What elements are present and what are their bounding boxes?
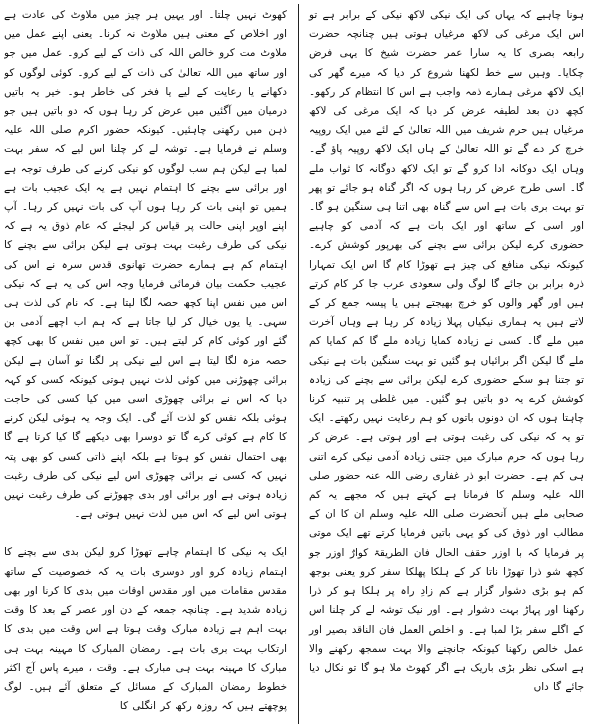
paragraph: ایک یہ نیکی کا اہتمام چاہے تھوڑا کرو لیکن بدی سے بچنے کا اہتمام زیادہ کرو اور دوسری بات یہ کہ خصوصیت کے ساتھ مقدس مقامات میں اور مقدس اوقات میں بدی کا کرنا اور بھی زیادہ شدید ہے۔ چنانچہ جمعہ کے دن اور عصر کے بعد کا وقت بہت اہم ہے زیادہ مبارک وقت ہوتا ہے اس وقت میں بدی کا ارتکاب بہت بری بات ہے۔ رمضان المبارک کا مہینہ بہت ہی مبارک کا مہینہ بہت ہی مبارک ہے۔ وقت ، میرے پاس آج اکثر خطوط رمضان المبارک کے مسائل کے متعلق آئے ہیں۔ لوگ پوچھتے ہیں کہ روزہ رکھ کر انگلی کا	[4, 546, 287, 713]
paragraph: ہونا چاہیے کہ یہاں کی ایک نیکی لاکھ نیکی کے برابر ہے تو اس ایک مرغی کی لاکھ مرغیاں ہوتی ہیں چنانچہ حضرت رابعہ بصری کا یہ سارا عمر حضرت شیخ کا یہی فرض چکایا۔ وہیں سے خط لکھنا شروع کر دیا کہ میرے گھر کی ایک لاکھ مرغی ہمارے ذمہ واجب ہے اس کا انتظام کر رکھو۔ کچھ دن بعد لطیفہ عرض کر دیا کہ ایک مرغی کی لاکھ مرغیاں ہیں حرم شریف میں اللہ تعالیٰ کے لئے میں ایک روپیہ خرچ کر دے گے تو اللہ تعالیٰ کے ہاں ایک لاکھ روپیہ پاؤ گے۔ وہاں ایک دوکانہ ادا کرو گے تو ایک لاکھ دوگانہ کا ثواب ملے گا۔ اسی طرح عرض کر رہا ہوں کہ اگر گناہ ہو جائے تو پھر تو بہت بری بات ہے اس سے گناہ بھی اتنا ہی سنگین ہو گا۔ اور اسی کے ساتھ اور ایک بات ہے کہ آدمی کو چاہیے حضوری کرے لیکن برائی سے بچنے کی بھرپور کوشش کرے۔ کیونکہ نیکی منافع کی چیز ہے تھوڑا کام گا اس ایک تمہارا ذرہ برابر بن جائے گا لوگ ولی سعودی عرب جا کر کام کرتے ہیں اور گھر والوں کو خرچ بھیجتے ہیں یا پیسہ جمع کر کے لاتے ہیں یہ ہماری نیکیاں پہلا زیادہ کر رہا ہے وہاں آخرت میں ملے گا۔ کسی نے زیادہ کمایا زیادہ ملے گا کم کمایا کم ملے گا لیکن اگر برائیاں ہو گئیں تو بہت سنگین بات ہے نیکی تو جتنا ہو سکے حضوری کرے لیکن برائی سے بچنے کی زیادہ کوشش کرے یہ دو باتیں ہو گئیں۔ میں غلطی پر تنبیہ کرنا چاہتا ہوں کہ ان دونوں باتوں کو ہم رعایت نہیں رکھتے۔ ایک تو یہ کہ نیکی کی رغبت ہوتی ہے اور ہوتی ہے۔ عرض کر رہا ہوں کہ حرم مبارک میں جتنی زیادہ آدمی نیکی کرے اتنی ہی کم ہے۔ حضرت ابو ذر غفاری رضی اللہ عنہ حضور صلی اللہ علیہ وسلم کا فرمانا ہے کہتے ہیں کہ مجھے یہ کم صحابی ملے ہیں آنحضرت صلی اللہ علیہ وسلم ان کا ان کے مطالب اور ذوق کی کو یہی باتیں فرمایا کرتے تھے ایک موتی پر فرمایا کہ با اوزر حقف الحال فان الطریقۃ کوارٌ اوزر جو کچھ شو ذرا تھوڑا ناتا کر کے ہلکا پھلکا سفر کرو یعنی بوجھ کم ہو بڑی دشوار گزار ہے کم زادِ راہ پر ہلکا ہو کر ذرا رکھنا اور پہاڑ بہت دشوار ہے۔ اور نیک توشہ لے کر چلنا اس کے اگلے سفر بڑا لمبا ہے۔ و اخلص العمل فان الناقد بصیر اور عمل خالص رکھنا کیونکہ جانچنے والا بہت سمجھ رکھنے والا ہے اسکی نظر بڑی باریک ہے اگر کھوٹ ملا ہو گا تو نکال دیا جائے گا داں	[309, 9, 584, 694]
paragraph: کھوٹ نہیں چلتا۔ اور یہیں ہر چیز میں ملاوٹ کی عادت ہے اور اخلاص کے معنی ہیں ملاوٹ نہ کرنا۔ یعنی اپنے عمل میں ملاوٹ مت کرو خالص اللہ کی ذات کے لیے کرو۔ عمل میں جو اور ساتھ میں اللہ تعالیٰ کی ذات کے لیے کرو۔ کوئی لوگوں کو دکھانے یا رعایت کے لیے یا فخر کی خاطر ہو۔ خیر یہ باتیں درمیان میں آگئیں میں عرض کر رہا ہوں کہ دو باتیں ہیں جو ذہن میں رکھنی چاہئیں۔ کیونکہ حضور اکرم صلی اللہ علیہ وسلم نے فرمایا ہے۔ توشہ لے کر چلنا اس لیے کہ سفر بہت لمبا ہے لیکن ہم سب لوگوں کو نیکی کرنے کی طرف توجہ ہے اور برائی سے بچنے کا اہتمام نہیں ہے یہ ایک عجیب بات ہے ہمیں تو اپنی بات کر رہا ہوں آپ کی بات نہیں کر رہا۔ آپ اپنے اوپر اپنی حالت پر قیاس کر لیجئے کہ عام ذوق یہ ہے کہ نیکی کی طرف رغبت بہت ہوتی ہے لیکن برائی سے بچنے کا اہتمام کم ہے ہمارے حضرت تھانوی قدس سرہ نے اس کی عجیب حکمت بیان فرمائی فرمایا وجہ اس کی یہ ہے کہ نیکی اس میں نفس اپنا کچھ حصہ لگا لیتا ہے۔ کہ نام کی لذت ہی سہی۔ یا یوں خیال کر لیا جاتا ہے کہ ہم اب اچھے آدمی بن گئے اور کوئی کام کر لیتے ہیں۔ تو اس میں نفس کا بھی کچھ حصہ مزہ لگا لیتا ہے اس لیے نیکی پر لگنا تو آسان ہے لیکن برائی چھوڑنی میں کوئی لذت نہیں ہوتی کیونکہ کسی کو کہہ دیا کہ اس نے برائی چھوڑی اسی میں کیا کسی کی حاجت ہوئی بلکہ نفس کو لذت آئے گی۔ ایک وجہ یہ ہوئی لیکن کرنے کا کام ہے کوئی کرے گا تو دوسرا بھی دیکھے گا کیا کرتا ہے گا بھی احتمال نفس کو ہوتا ہے بلکہ اپنے ذاتی کسی کو بھی پتہ نہیں کہ کسی نے برائی چھوڑی اس لیے نیکی کی طرف رغبت زیادہ ہوتی ہے اور برائی اور بدی چھوڑنے کی طرف رغبت نہیں ہوتی اس لیے کہ اس میں لذت نہیں ہوتی ہے۔	[4, 9, 287, 521]
right-column	[303, 6, 584, 722]
left-column	[4, 6, 293, 722]
column-divider	[298, 4, 299, 724]
paragraph-gap	[4, 524, 287, 543]
